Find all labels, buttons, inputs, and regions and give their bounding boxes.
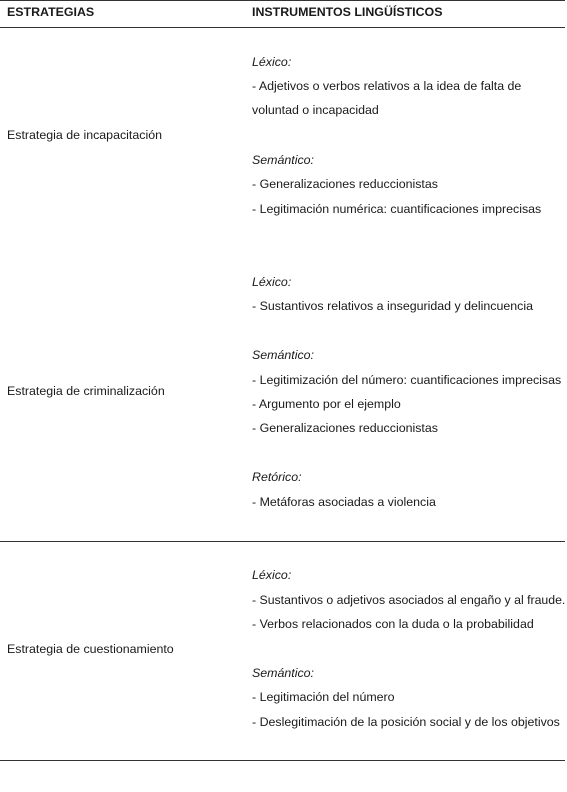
group-title: Semántico:: [252, 153, 314, 167]
list-item: - Legitimación del número: [252, 690, 395, 704]
group-title: Retórico:: [252, 470, 302, 484]
list-item: - Deslegitimación de la posición social y de los objetivos: [252, 715, 560, 729]
list-item: - Legitimación numérica: cuantificaciones imprecisas: [252, 202, 542, 216]
row-divider: [0, 541, 565, 542]
list-item: - Generalizaciones reduccionistas: [252, 177, 438, 191]
strategy-label: Estrategia de criminalización: [7, 384, 165, 398]
list-item: voluntad o incapacidad: [252, 103, 379, 117]
group-title: Semántico:: [252, 666, 314, 680]
list-item: - Adjetivos o verbos relativos a la idea de falta de: [252, 79, 522, 93]
strategy-label: Estrategia de incapacitación: [7, 128, 162, 142]
group-title: Léxico:: [252, 568, 292, 582]
list-item: - Sustantivos relativos a inseguridad y delincuencia: [252, 299, 534, 313]
list-item: - Generalizaciones reduccionistas: [252, 421, 438, 435]
header-strategies: ESTRATEGIAS: [7, 5, 95, 19]
list-item: - Sustantivos o adjetivos asociados al engaño y al fraude.: [252, 593, 566, 607]
list-item: - Argumento por el ejemplo: [252, 397, 401, 411]
list-item: - Verbos relacionados con la duda o la probabilidad: [252, 617, 534, 631]
bottom-border: [0, 760, 565, 761]
group-title: Léxico:: [252, 55, 292, 69]
header-divider: [0, 27, 565, 28]
group-title: Léxico:: [252, 275, 292, 289]
strategy-label: Estrategia de cuestionamiento: [7, 642, 174, 656]
list-item: - Legitimización del número: cuantificaciones imprecisas: [252, 373, 562, 387]
group-title: Semántico:: [252, 348, 314, 362]
header-linguistic-instruments: INSTRUMENTOS LINGÜÍSTICOS: [252, 5, 443, 19]
top-border: [0, 0, 565, 1]
list-item: - Metáforas asociadas a violencia: [252, 495, 436, 509]
